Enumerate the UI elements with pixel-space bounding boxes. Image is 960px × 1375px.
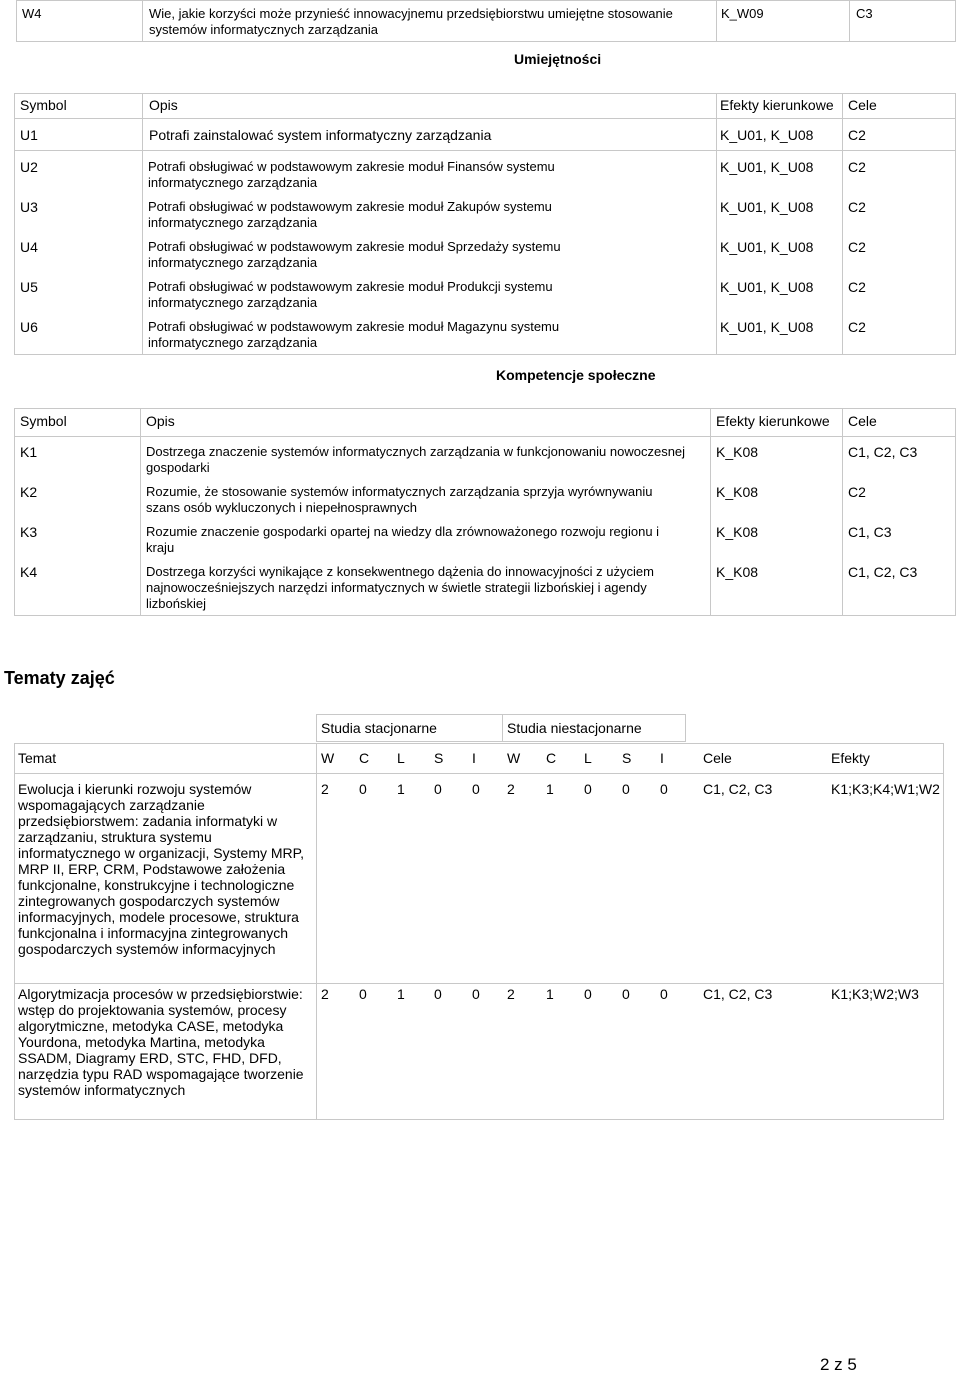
hours-c-niestac: 1 xyxy=(546,986,554,1002)
social-header-symbol: Symbol xyxy=(20,413,67,429)
row-cele: C2 xyxy=(848,239,866,255)
row-efekty: K_U01, K_U08 xyxy=(720,319,814,335)
row-efekty: K_U01, K_U08 xyxy=(720,239,814,255)
header-c-niestac: C xyxy=(546,750,557,766)
topic-efekty: K1;K3;K4;W1;W2 xyxy=(831,781,940,797)
hours-w-stac: 2 xyxy=(321,986,329,1002)
header-l-stac: L xyxy=(397,750,405,766)
social-header-efekty: Efekty kierunkowe xyxy=(716,413,830,429)
header-i-stac: I xyxy=(472,750,476,766)
header-w-stac: W xyxy=(321,750,335,766)
hours-s-niestac: 0 xyxy=(622,781,630,797)
hours-c-stac: 0 xyxy=(359,781,367,797)
hours-l-niestac: 0 xyxy=(584,986,592,1002)
row-description: Potrafi obsługiwać w podstawowym zakresie moduł Magazynu systemu informatycznego zarządzania xyxy=(148,319,560,350)
w4-efekty: K_W09 xyxy=(721,6,764,21)
topic-efekty: K1;K3;W2;W3 xyxy=(831,986,919,1002)
row-description: Dostrzega znaczenie systemów informatycznych zarządzania w funkcjonowaniu nowoczesnej gospodarki xyxy=(146,444,686,475)
hours-l-stac: 1 xyxy=(397,781,405,797)
hours-s-niestac: 0 xyxy=(622,986,630,1002)
row-symbol: K3 xyxy=(20,524,38,540)
skills-header-opis: Opis xyxy=(149,97,178,113)
row-cele: C2 xyxy=(848,279,866,295)
row-description: Potrafi obsługiwać w podstawowym zakresie moduł Sprzedaży systemu informatycznego zarządzania xyxy=(148,239,561,270)
row-symbol: K4 xyxy=(20,564,38,580)
row-symbol: U6 xyxy=(20,319,38,335)
row-description: Potrafi zainstalować system informatyczny zarządzania xyxy=(149,127,492,143)
row-description: Rozumie znaczenie gospodarki opartej na wiedzy dla zrównoważonego rozwoju regionu i kraju xyxy=(146,524,660,555)
header-c-stac: C xyxy=(359,750,370,766)
header-cele: Cele xyxy=(703,750,732,766)
social-header-cele: Cele xyxy=(848,413,877,429)
hours-l-stac: 1 xyxy=(397,986,405,1002)
row-description: Potrafi obsługiwać w podstawowym zakresie moduł Zakupów systemu informatycznego zarządzania xyxy=(148,199,552,230)
hours-w-niestac: 2 xyxy=(507,986,515,1002)
hours-c-stac: 0 xyxy=(359,986,367,1002)
hours-w-niestac: 2 xyxy=(507,781,515,797)
row-cele: C2 xyxy=(848,199,866,215)
row-description: Potrafi obsługiwać w podstawowym zakresie moduł Produkcji systemu informatycznego zarządzania xyxy=(148,279,553,310)
group-stacjonarne: Studia stacjonarne xyxy=(321,720,437,736)
row-cele: C2 xyxy=(848,319,866,335)
row-symbol: K1 xyxy=(20,444,38,460)
skills-header-efekty: Efekty kierunkowe xyxy=(720,97,834,113)
row-cele: C1, C3 xyxy=(848,524,892,540)
row-symbol: U1 xyxy=(20,127,38,143)
row-description: Potrafi obsługiwać w podstawowym zakresie moduł Finansów systemu informatycznego zarządzania xyxy=(148,159,555,190)
row-symbol: U3 xyxy=(20,199,38,215)
skills-title: Umiejętności xyxy=(514,51,602,67)
hours-w-stac: 2 xyxy=(321,781,329,797)
group-niestacjonarne: Studia niestacjonarne xyxy=(507,720,642,736)
hours-i-niestac: 0 xyxy=(660,781,668,797)
row-cele: C2 xyxy=(848,484,866,500)
header-s-stac: S xyxy=(434,750,444,766)
row-efekty: K_U01, K_U08 xyxy=(720,159,814,175)
row-efekty: K_U01, K_U08 xyxy=(720,127,814,143)
row-efekty: K_K08 xyxy=(716,444,759,460)
w4-symbol: W4 xyxy=(22,6,42,21)
topics-title: Tematy zajęć xyxy=(4,668,115,688)
row-description: Dostrzega korzyści wynikające z konsekwentnego dążenia do innowacyjności z użyciem najnowocześniejszych narzędzi informatycznych w świetle strategii lizbońskiej i agendy lizbońskiej xyxy=(146,564,654,611)
row-efekty: K_U01, K_U08 xyxy=(720,279,814,295)
hours-i-niestac: 0 xyxy=(660,986,668,1002)
row-symbol: U5 xyxy=(20,279,38,295)
row-description: Rozumie, że stosowanie systemów informatycznych zarządzania sprzyja wyrównywaniu szans osób wykluczonych i niepełnosprawnych xyxy=(146,484,653,515)
header-s-niestac: S xyxy=(622,750,632,766)
header-temat: Temat xyxy=(18,750,57,766)
row-efekty: K_U01, K_U08 xyxy=(720,199,814,215)
row-cele: C1, C2, C3 xyxy=(848,444,918,460)
hours-s-stac: 0 xyxy=(434,986,442,1002)
row-symbol: U2 xyxy=(20,159,38,175)
skills-header-symbol: Symbol xyxy=(20,97,67,113)
header-w-niestac: W xyxy=(507,750,521,766)
page-number: 2 z 5 xyxy=(820,1355,857,1374)
row-cele: C1, C2, C3 xyxy=(848,564,918,580)
row-efekty: K_K08 xyxy=(716,484,759,500)
row-symbol: U4 xyxy=(20,239,38,255)
topic-description: Algorytmizacja procesów w przedsiębiorstwie: wstęp do projektowania systemów, procesy algorytmiczne, metodyka CASE, metodyka Yourdona, metodyka Martina, metodyka SSADM, Diagramy ERD, STC, FHD, DFD, narzędzia typu RAD wspomagające tworzenie systemów informatycznych xyxy=(18,986,304,1098)
social-title: Kompetencje społeczne xyxy=(496,367,656,383)
w4-description: Wie, jakie korzyści może przynieść innowacyjnemu przedsiębiorstwu umiejętne stosowanie systemów informatycznych zarządzania xyxy=(149,6,673,37)
skills-header-cele: Cele xyxy=(848,97,877,113)
hours-c-niestac: 1 xyxy=(546,781,554,797)
row-cele: C2 xyxy=(848,159,866,175)
topic-description: Ewolucja i kierunki rozwoju systemów wspomagających zarządzanie przedsiębiorstwem: zadania informatyki w zarządzaniu, struktura systemu informatycznego w organizacji, Systemy MRP, MRP II, ERP, CRM, Podstawowe założenia funkcjonalne, konstrukcyjne i technologiczne zintegrowanych gospodarczych systemów informacyjnych, modele procesowe, struktura funkcjonalna i informacyjna zintegrowanych gospodarczych systemów informacyjnych xyxy=(18,781,305,957)
topic-cele: C1, C2, C3 xyxy=(703,781,773,797)
header-i-niestac: I xyxy=(660,750,664,766)
row-symbol: K2 xyxy=(20,484,38,500)
social-header-opis: Opis xyxy=(146,413,175,429)
row-efekty: K_K08 xyxy=(716,564,759,580)
row-efekty: K_K08 xyxy=(716,524,759,540)
hours-i-stac: 0 xyxy=(472,986,480,1002)
hours-l-niestac: 0 xyxy=(584,781,592,797)
header-l-niestac: L xyxy=(584,750,592,766)
topic-cele: C1, C2, C3 xyxy=(703,986,773,1002)
hours-i-stac: 0 xyxy=(472,781,480,797)
header-efekty: Efekty xyxy=(831,750,870,766)
row-cele: C2 xyxy=(848,127,866,143)
w4-cele: C3 xyxy=(856,6,873,21)
hours-s-stac: 0 xyxy=(434,781,442,797)
